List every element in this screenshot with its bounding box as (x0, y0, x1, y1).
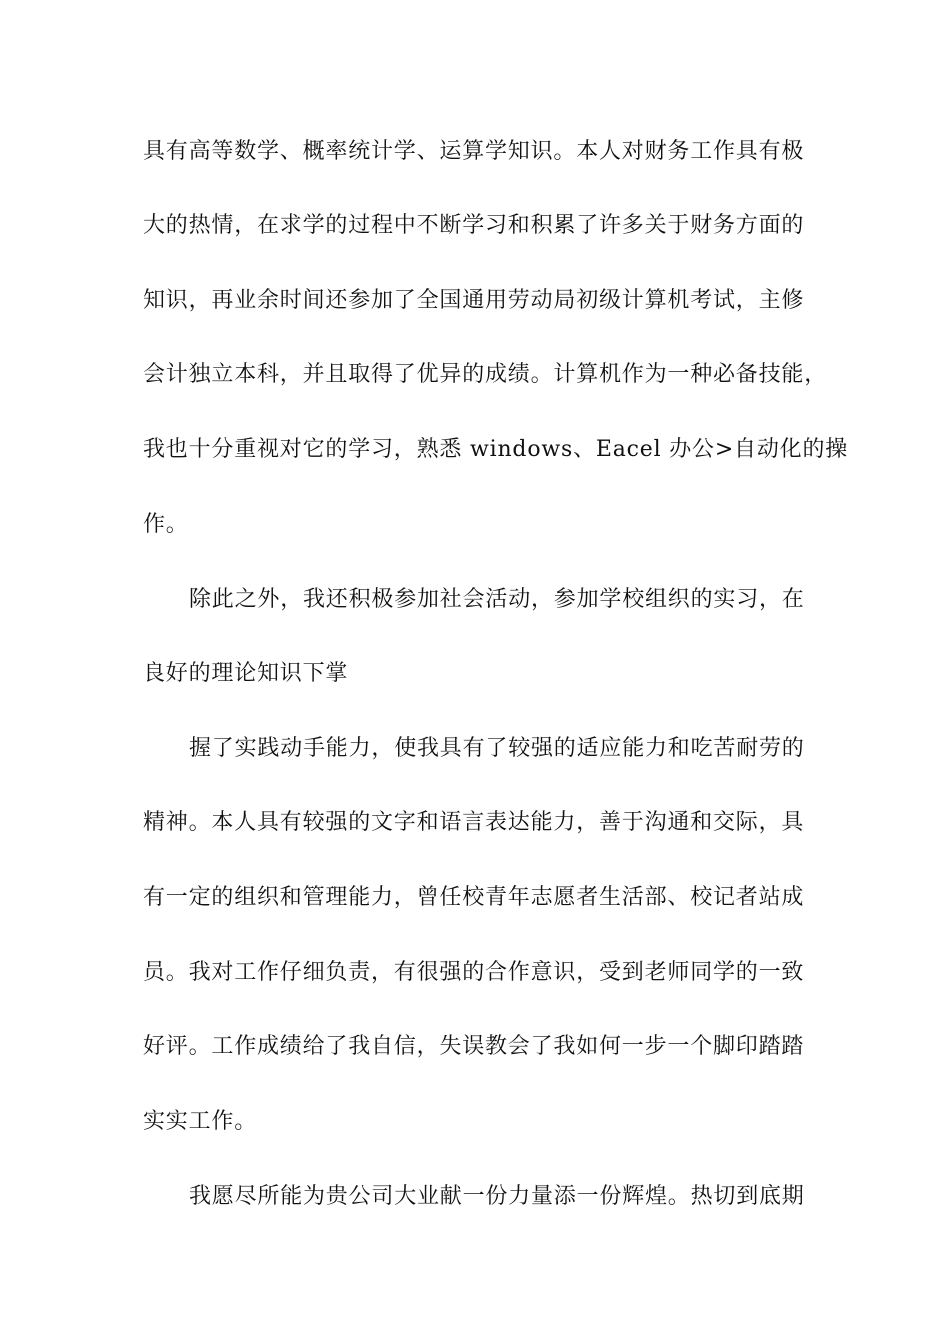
paragraph-2-line-1: 除此之外，我还积极参加社会活动，参加学校组织的实习，在 (189, 587, 805, 612)
text-line-6: 作。 (143, 512, 189, 537)
text-line-4: 会计独立本科，并且取得了优异的成绩。计算机作为一种必备技能， (143, 362, 828, 387)
paragraph-3-line-4: 员。我对工作仔细负责，有很强的合作意识，受到老师同学的一致 (143, 960, 805, 985)
paragraph-3-line-6: 实实工作。 (143, 1109, 258, 1134)
text-line-1: 具有高等数学、概率统计学、运算学知识。本人对财务工作具有极 (143, 139, 805, 164)
paragraph-3-line-5: 好评。工作成绩给了我自信，失误教会了我如何一步一个脚印踏踏 (143, 1034, 805, 1059)
paragraph-3-line-3: 有一定的组织和管理能力，曾任校青年志愿者生活部、校记者站成 (143, 885, 805, 910)
text-line-2: 大的热情，在求学的过程中不断学习和积累了许多关于财务方面的 (143, 213, 805, 238)
paragraph-2-line-2: 良好的理论知识下掌 (143, 661, 349, 686)
paragraph-4-line-1: 我愿尽所能为贵公司大业献一份力量添一份辉煌。热切到底期 (189, 1184, 805, 1209)
paragraph-3-line-1: 握了实践动手能力，使我具有了较强的适应能力和吃苦耐劳的 (189, 736, 805, 761)
paragraph-3-line-2: 精神。本人具有较强的文字和语言表达能力，善于沟通和交际，具 (143, 810, 805, 835)
text-line-5: 我也十分重视对它的学习，熟悉 windows、Eacel 办公>自动化的操 (143, 437, 849, 462)
text-line-3: 知识，再业余时间还参加了全国通用劳动局初级计算机考试，主修 (143, 288, 805, 313)
